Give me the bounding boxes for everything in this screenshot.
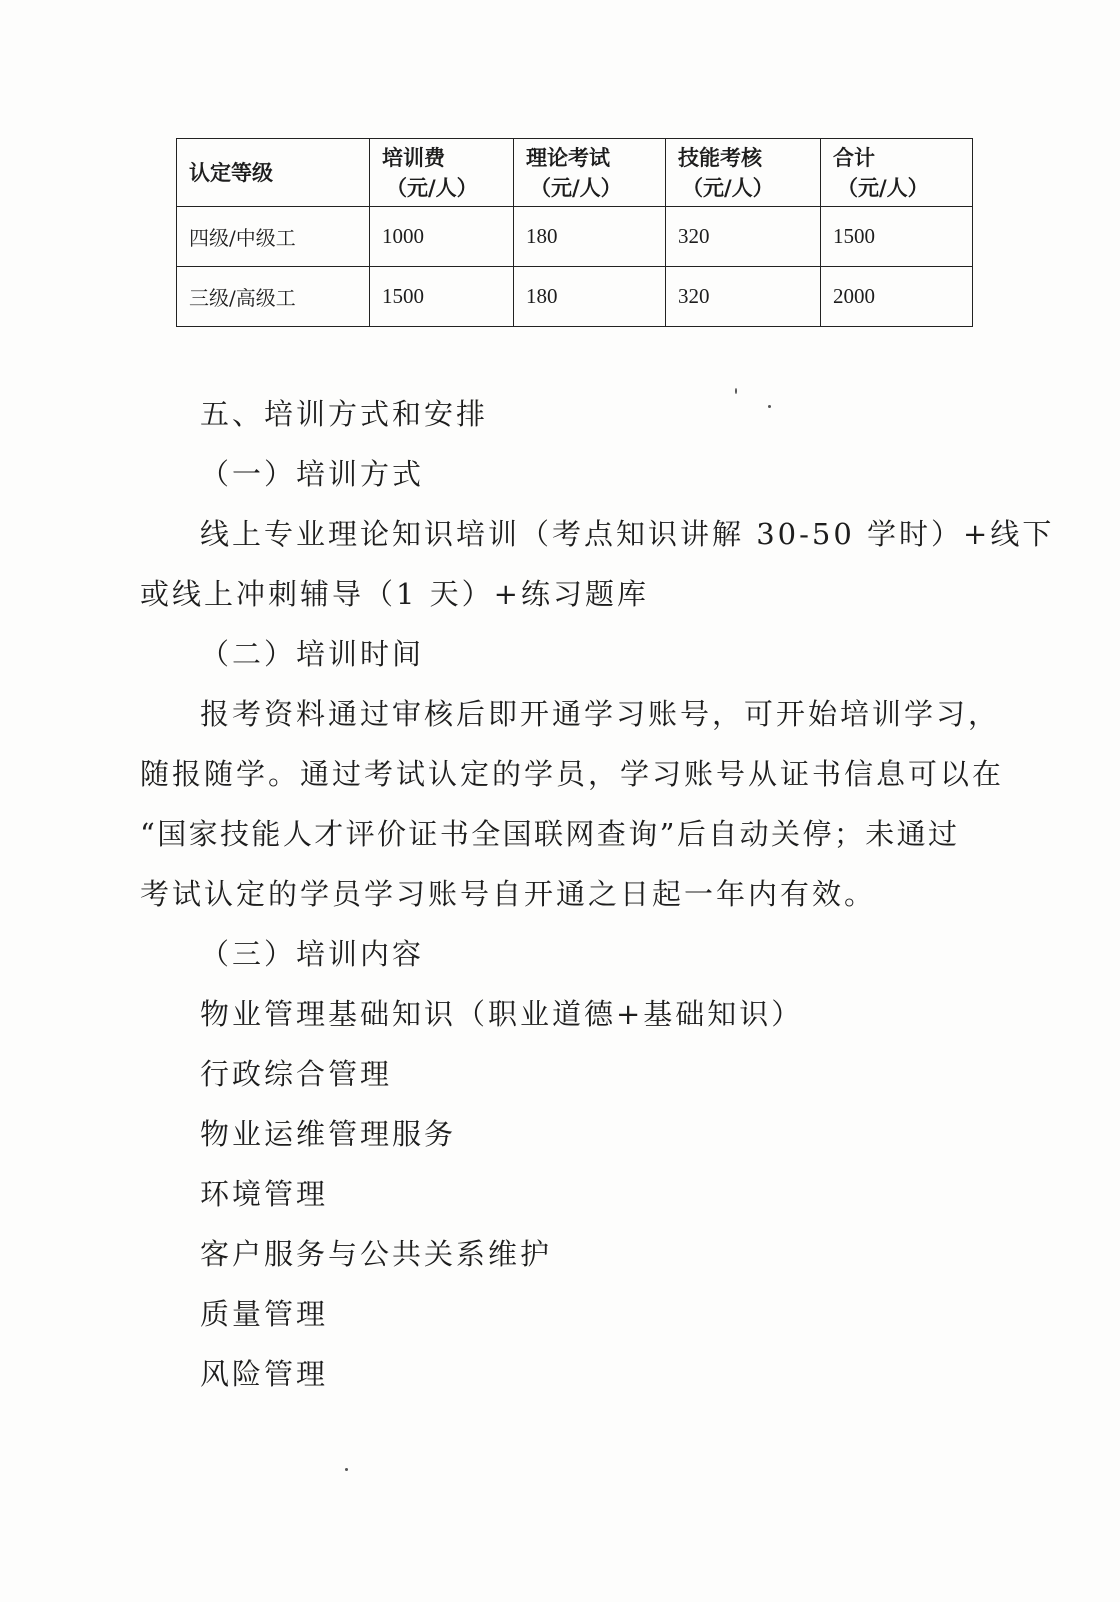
cell-training-fee: 1000: [370, 207, 514, 267]
paragraph-line: 或线上冲刺辅导（1 天）+练习题库: [140, 577, 649, 611]
header-total: 合计 （元/人）: [821, 139, 973, 207]
cell-level: 三级/高级工: [177, 267, 370, 327]
list-item: 质量管理: [200, 1297, 329, 1331]
cell-total: 2000: [821, 267, 973, 327]
cell-skill-assessment: 320: [666, 267, 821, 327]
subsection-title-time: （二）培训时间: [200, 637, 425, 671]
cell-training-fee: 1500: [370, 267, 514, 327]
header-theory-exam: 理论考试 （元/人）: [514, 139, 666, 207]
paragraph-line: 报考资料通过审核后即开通学习账号，可开始培训学习，: [200, 697, 1001, 731]
list-item: 物业运维管理服务: [200, 1117, 457, 1151]
cell-theory-exam: 180: [514, 207, 666, 267]
header-level: 认定等级: [177, 139, 370, 207]
list-item: 行政综合管理: [200, 1057, 393, 1091]
cell-level: 四级/中级工: [177, 207, 370, 267]
header-training-fee: 培训费 （元/人）: [370, 139, 514, 207]
paragraph-line: “国家技能人才评价证书全国联网查询”后自动关停；未通过: [140, 817, 960, 851]
fee-table-header-row: [177, 139, 973, 207]
list-item: 环境管理: [200, 1177, 329, 1211]
cell-total: 1500: [821, 207, 973, 267]
paragraph-line: 随报随学。通过考试认定的学员，学习账号从证书信息可以在: [140, 757, 1005, 791]
cell-skill-assessment: 320: [666, 207, 821, 267]
section-heading: 五、培训方式和安排: [200, 397, 489, 431]
subsection-title-method: （一）培训方式: [200, 457, 425, 491]
list-item: 风险管理: [200, 1357, 329, 1391]
table-row: [177, 267, 973, 327]
paragraph-line: 线上专业理论知识培训（考点知识讲解 30-50 学时）+线下: [200, 517, 1055, 551]
cell-theory-exam: 180: [514, 267, 666, 327]
table-row: [177, 207, 973, 267]
list-item: 客户服务与公共关系维护: [200, 1237, 553, 1271]
paragraph-line: 考试认定的学员学习账号自开通之日起一年内有效。: [140, 877, 877, 911]
list-item: 物业管理基础知识（职业道德+基础知识）: [200, 997, 804, 1031]
fee-table: [176, 138, 973, 327]
header-skill-assessment: 技能考核 （元/人）: [666, 139, 821, 207]
subsection-title-content: （三）培训内容: [200, 937, 425, 971]
